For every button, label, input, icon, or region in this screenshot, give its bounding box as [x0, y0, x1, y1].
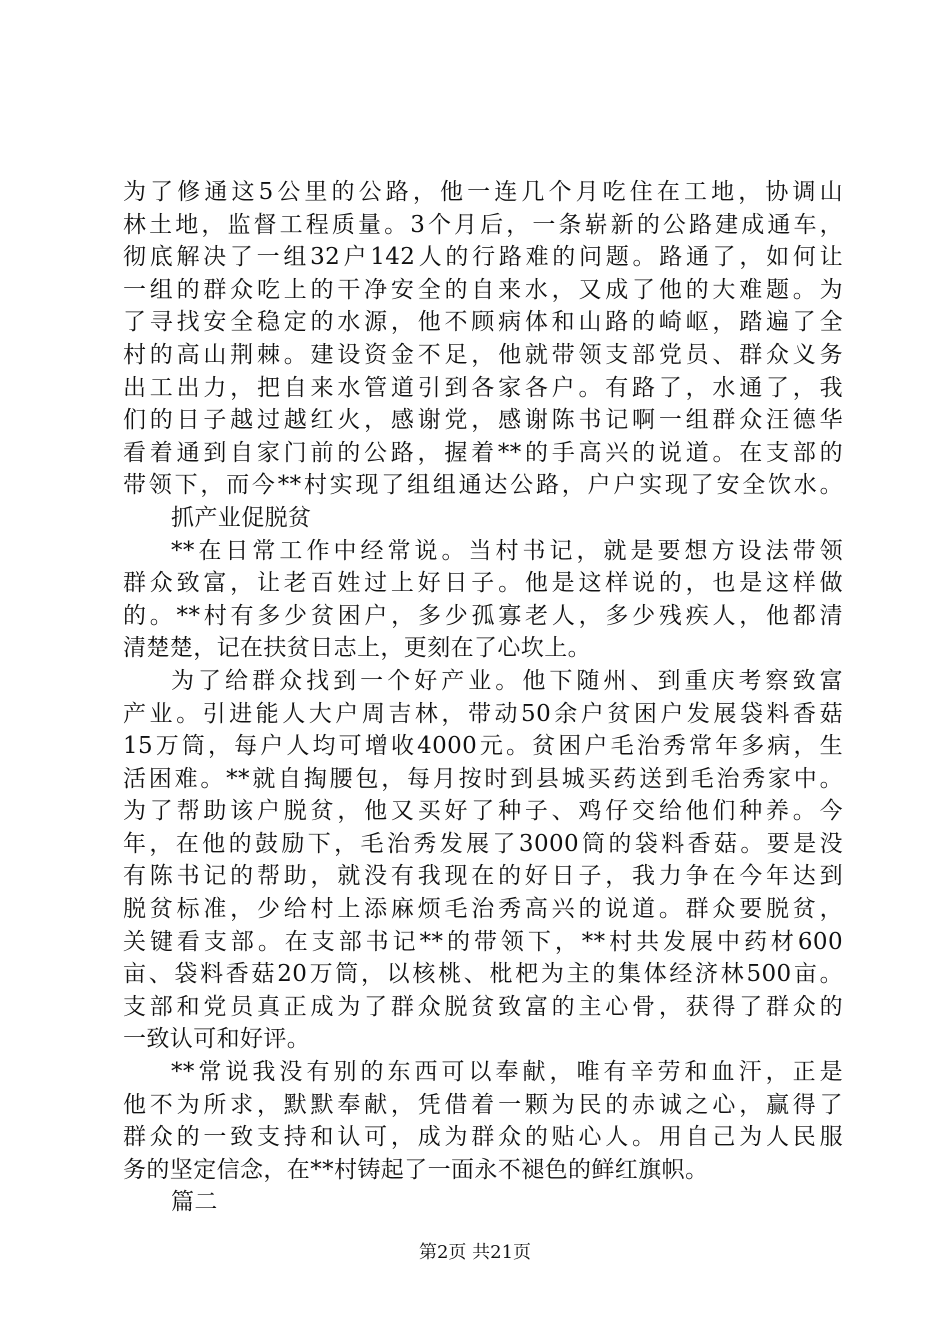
text-line: 产业。引进能人大户周吉林，带动50余户贫困户发展袋料香菇 [123, 700, 843, 727]
text-line: 彻底解决了一组32户142人的行路难的问题。路通了，如何让 [123, 244, 843, 271]
text-line: 有陈书记的帮助，就没有我现在的好日子，我力争在今年达到 [123, 863, 843, 890]
text-line: 活困难。**就自掏腰包，每月按时到县城买药送到毛治秀家中。 [123, 765, 843, 792]
text-line: **在日常工作中经常说。当村书记，就是要想方设法带领 [171, 537, 843, 564]
text-line: 群众致富，让老百姓过上好日子。他是这样说的，也是这样做 [123, 570, 843, 597]
page-footer: 第2页 共21页 [418, 1242, 532, 1263]
text-line: 为了给群众找到一个好产业。他下随州、到重庆考察致富 [171, 667, 843, 694]
text-line: **常说我没有别的东西可以奉献，唯有辛劳和血汗，正是 [171, 1059, 843, 1086]
text-line: 年，在他的鼓励下，毛治秀发展了3000筒的袋料香菇。要是没 [123, 830, 843, 857]
text-line: 脱贫标准，少给村上添麻烦毛治秀高兴的说道。群众要脱贫， [123, 896, 843, 923]
text-line: 村的高山荆棘。建设资金不足，他就带领支部党员、群众义务 [123, 341, 843, 368]
text-line: 他不为所求，默默奉献，凭借着一颗为民的赤诚之心，赢得了 [123, 1091, 843, 1118]
text-line: 篇二 [171, 1189, 218, 1216]
text-line: 林土地，监督工程质量。3个月后，一条崭新的公路建成通车， [123, 211, 843, 238]
text-line: 看着通到自家门前的公路，握着**的手高兴的说道。在支部的 [123, 439, 843, 466]
text-line: 群众的一致支持和认可，成为群众的贴心人。用自己为人民服 [123, 1124, 843, 1151]
text-line: 抓产业促脱贫 [171, 504, 312, 531]
text-line: 清楚楚，记在扶贫日志上，更刻在了心坎上。 [123, 635, 591, 662]
text-line: 支部和党员真正成为了群众脱贫致富的主心骨，获得了群众的 [123, 993, 843, 1020]
text-line: 一致认可和好评。 [123, 1026, 311, 1053]
text-line: 们的日子越过越红火，感谢党，感谢陈书记啊一组群众汪德华 [123, 407, 843, 434]
text-line: 为了修通这5公里的公路，他一连几个月吃住在工地，协调山 [123, 179, 843, 205]
text-line: 出工出力，把自来水管道引到各家各户。有路了，水通了，我 [123, 374, 843, 401]
document-body [123, 176, 843, 1219]
text-line: 为了帮助该户脱贫，他又买好了种子、鸡仔交给他们种养。今 [123, 798, 843, 825]
text-line: 亩、袋料香菇20万筒，以核桃、枇杷为主的集体经济林500亩。 [123, 961, 843, 988]
text-line: 的。**村有多少贫困户，多少孤寡老人，多少残疾人，他都清 [123, 602, 843, 629]
text-line: 了寻找安全稳定的水源，他不顾病体和山路的崎岖，踏遍了全 [123, 309, 843, 336]
text-line: 15万筒，每户人均可增收4000元。贫困户毛治秀常年多病，生 [123, 733, 843, 760]
text-line: 务的坚定信念，在**村铸起了一面永不褪色的鲜红旗帜。 [123, 1156, 709, 1183]
text-line: 一组的群众吃上的干净安全的自来水，又成了他的大难题。为 [123, 276, 843, 303]
text-line: 带领下，而今**村实现了组组通达公路，户户实现了安全饮水。 [123, 472, 843, 499]
text-line: 关键看支部。在支部书记**的带领下，**村共发展中药材600 [123, 928, 843, 955]
